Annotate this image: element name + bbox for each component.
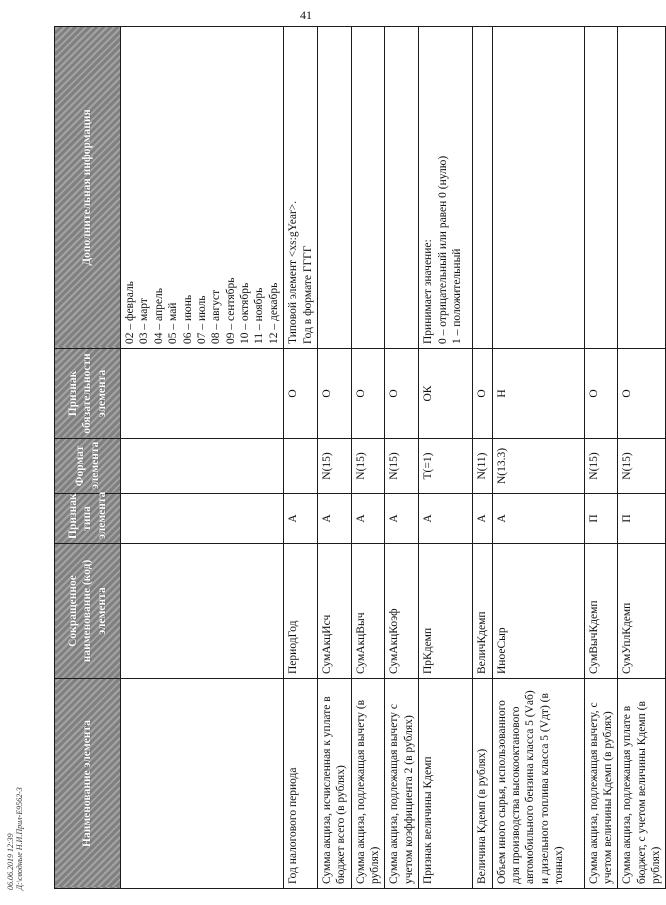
header-code: Сокращенное наименование (код) элемента (55, 544, 121, 679)
month-line: 04 – апрель (152, 288, 165, 344)
page-number: 41 (300, 8, 312, 22)
month-line: 08 – август (210, 289, 223, 344)
cell-type: А (284, 494, 318, 544)
month-line: 12 – декабрь (267, 282, 280, 344)
cell-format: N(15) (351, 439, 385, 494)
cont-empty-3 (121, 494, 284, 544)
cell-code: СумАкцКоэф (385, 544, 419, 679)
month-line: 09 – сентябрь (224, 277, 237, 344)
table-row (584, 27, 618, 889)
info-line: 0 – отрицательный или равен 0 (нулю) (436, 155, 449, 344)
table-row (492, 27, 584, 889)
cell-code: ВеличКдемп (473, 544, 492, 679)
cell-name: Сумма акциза, подлежащая вычету (в рублях) (351, 679, 385, 889)
cell-format: N(15) (618, 439, 666, 494)
cell-code: ИноеСыр (492, 544, 584, 679)
cell-type: А (419, 494, 473, 544)
continuation-row (121, 27, 284, 889)
cell-info (385, 27, 419, 349)
cell-name: Сумма акциза, подлежащая вычету, с учетом величины Кдемп (в рублях) (584, 679, 618, 889)
cell-format: T(=1) (419, 439, 473, 494)
rotated-table-area (54, 27, 662, 889)
cell-name: Объем иного сырья, использованного для производства высокооктанового автомобильного бензина класса 5 (Vаб) и дизельного топлива класса 5 (Vдт) (в тоннах) (492, 679, 584, 889)
cell-name: Величина Кдемп (в рублях) (473, 679, 492, 889)
cell-info (284, 27, 318, 349)
cell-name: Сумма акциза, подлежащая вычету с учетом коэффициента 2 (в рублях) (385, 679, 419, 889)
month-line: 03 – март (138, 298, 151, 344)
cont-empty-2 (121, 544, 284, 679)
cell-required: О (618, 349, 666, 439)
cell-code: СумАкцИсч (317, 544, 351, 679)
cell-format: N(15) (584, 439, 618, 494)
cont-empty-4 (121, 439, 284, 494)
table-row (351, 27, 385, 889)
month-line: 10 – октябрь (239, 282, 251, 344)
cell-type: А (317, 494, 351, 544)
cell-info (473, 27, 492, 349)
cell-required: О (317, 349, 351, 439)
cell-required: О (351, 349, 385, 439)
footer-signature: Д:\сводные Н.И.Прил-E9562-3 (15, 787, 25, 890)
cell-code: ПериодГод (284, 544, 318, 679)
cell-info (419, 27, 473, 349)
cell-type: А (351, 494, 385, 544)
header-info: Дополнительная информация (55, 27, 121, 349)
cell-info (351, 27, 385, 349)
cell-format (284, 439, 318, 494)
cell-info (317, 27, 351, 349)
table-row (385, 27, 419, 889)
cell-type: А (473, 494, 492, 544)
cell-name: Сумма акциза, подлежащая уплате в бюджет, с учетом величины Кдемп (в рублях) (618, 679, 666, 889)
cell-required: О (385, 349, 419, 439)
cell-code: ПрКдемп (419, 544, 473, 679)
header-format: Формат элемента (55, 439, 121, 494)
cell-required: ОК (419, 349, 473, 439)
month-line: 06 – июнь (181, 294, 194, 344)
month-line: 07 – июль (195, 295, 208, 344)
table-row (317, 27, 351, 889)
cell-name: Год налогового периода (284, 679, 318, 889)
header-row (55, 27, 121, 889)
header-type: Признак типа элемента (55, 494, 121, 544)
cell-type: А (492, 494, 584, 544)
cell-required: О (473, 349, 492, 439)
cell-name: Сумма акциза, исчисленная к уплате в бюджет всего (в рублях) (317, 679, 351, 889)
cell-info (492, 27, 584, 349)
page-footer (6, 740, 25, 890)
cell-required: Н (492, 349, 584, 439)
table-row (473, 27, 492, 889)
cont-empty-5 (121, 349, 284, 439)
info-line: 1 – положительный (450, 248, 463, 344)
info-line: Принимает значение: (422, 239, 435, 344)
footer-date: 06.06.2019 12:39 (6, 833, 15, 890)
cell-type: А (385, 494, 419, 544)
header-required: Признак обязательности элемента (55, 349, 121, 439)
header-name: Наименование элемента (55, 679, 121, 889)
cell-required: О (584, 349, 618, 439)
info-line: Типовой элемент <xs:gYear>. (287, 200, 300, 344)
cell-type: П (618, 494, 666, 544)
continuation-info (121, 27, 284, 349)
cell-info (618, 27, 666, 349)
month-line: 05 – май (167, 302, 180, 344)
elements-table (54, 26, 666, 889)
cell-code: СумАкцВыч (351, 544, 385, 679)
cont-empty-1 (121, 679, 284, 889)
cell-info (584, 27, 618, 349)
table-row (284, 27, 318, 889)
cell-code: СумВычКдемп (584, 544, 618, 679)
cell-format: N(13.3) (492, 439, 584, 494)
table-row (419, 27, 473, 889)
cell-type: П (584, 494, 618, 544)
cell-format: N(15) (317, 439, 351, 494)
month-line: 11 – ноябрь (253, 287, 266, 344)
cell-code: СумУплКдемп (618, 544, 666, 679)
cell-format: N(15) (385, 439, 419, 494)
cell-format: N(11) (473, 439, 492, 494)
cell-required: О (284, 349, 318, 439)
month-line: 02 – февраль (124, 281, 136, 344)
info-line: Год в формате ГГГГ (301, 245, 314, 344)
cell-name: Признак величины Кдемп (419, 679, 473, 889)
table-row (618, 27, 666, 889)
rotated-content (54, 27, 662, 889)
